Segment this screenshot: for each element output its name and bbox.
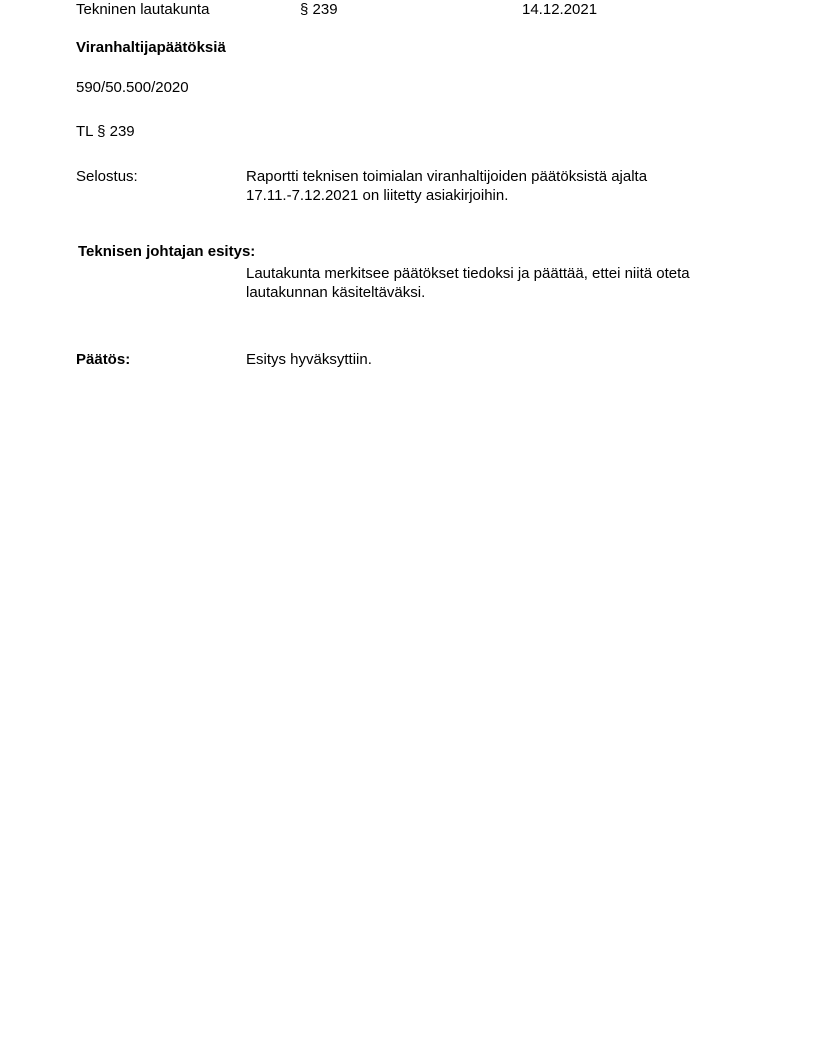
selostus-text-line2: 17.11.-7.12.2021 on liitetty asiakirjoihin. <box>246 187 509 204</box>
document-title: Viranhaltijapäätöksiä <box>76 39 226 56</box>
header-body: Tekninen lautakunta <box>76 1 210 18</box>
diary-number: 590/50.500/2020 <box>76 79 189 96</box>
proposal-text-line2: lautakunnan käsiteltäväksi. <box>246 284 426 301</box>
decision-text: Esitys hyväksyttiin. <box>246 351 372 368</box>
section-reference: TL § 239 <box>76 123 135 140</box>
proposal-text-line1: Lautakunta merkitsee päätökset tiedoksi ja päättää, ettei niitä oteta <box>246 265 690 282</box>
selostus-label: Selostus: <box>76 168 138 185</box>
header-section: § 239 <box>300 1 338 18</box>
proposal-label: Teknisen johtajan esitys: <box>78 243 256 260</box>
header-date: 14.12.2021 <box>522 1 598 18</box>
decision-label: Päätös: <box>76 351 131 368</box>
selostus-text-line1: Raportti teknisen toimialan viranhaltijoiden päätöksistä ajalta <box>246 168 648 185</box>
